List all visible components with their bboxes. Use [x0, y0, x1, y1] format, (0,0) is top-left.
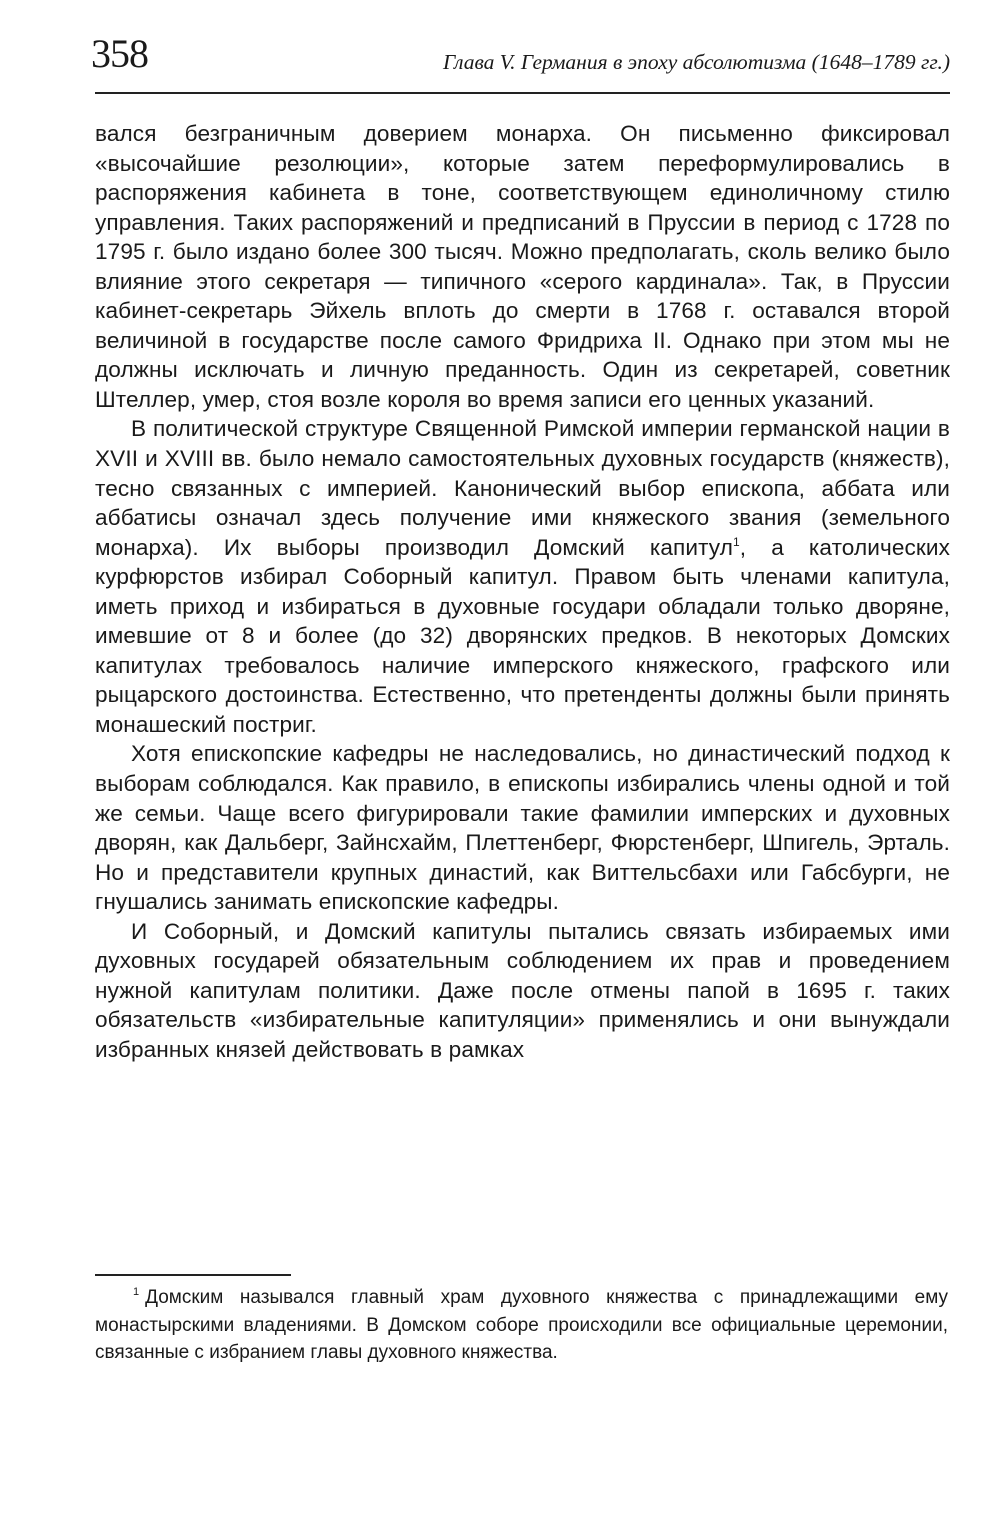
paragraph-4: И Соборный, и Домский капитулы пытались связать избираемых ими духовных государей обязательным соблюдением их прав и проведением нужной капитулам политики. Даже после отмены папой в 1695 г. таких обязательств «избирательные капитуляции» применялись и они вынуждали избранных князей действовать в рамках	[95, 918, 950, 1062]
footnote-reference[interactable]: 1	[732, 534, 740, 549]
paragraph-2	[95, 414, 950, 739]
footnote	[95, 1284, 948, 1367]
footnote-number: 1	[133, 1286, 140, 1298]
footnote-divider	[95, 1274, 291, 1276]
page-header	[91, 30, 950, 94]
paragraph-2-part-1: В политической структуре Священной Римской империи германской нации в XVII и XVIII вв. было немало самостоятельных духовных государств (княжеств), тесно связанных с империей. Канонический выбор епископа, аббата или аббатисы означал здесь получение ими княжеского звания (земельного монарха). Их выборы производил Домский капитул	[95, 416, 950, 560]
paragraph-2-part-2: , а католических курфюрстов избирал Соборный капитул. Правом быть членами капитула, иметь приход и избираться в духовные государи обладали только дворяне, имевшие от 8 и более (до 32) дворянских предков. В некоторых Домских капитулах требовалось наличие имперского княжеского, графского или рыцарского достоинства. Естественно, что претенденты должны были принять монашеский постриг.	[95, 534, 950, 737]
paragraph-1: вался безграничным доверием монарха. Он письменно фиксировал «высочайшие резолюции», которые затем переформулировались в распоряжения кабинета в тоне, соответствующем единоличному стилю управления. Таких распоряжений и предписаний в Пруссии в период с 1728 по 1795 г. было издано более 300 тысяч. Можно предполагать, сколь велико было влияние этого секретаря — типичного «серого кардинала». Так, в Пруссии кабинет-секретарь Эйхель вплоть до смерти в 1768 г. оставался второй величиной в государстве после самого Фридриха II. Однако при этом мы не должны исключать и личную преданность. Один из секретарей, советник Штеллер, умер, стоя возле короля во время записи его ценных указаний.	[95, 121, 950, 412]
footnote-text: Домским назывался главный храм духовного княжества с принадлежащими ему монастырскими владениями. В Домском соборе происходили все официальные церемонии, связанные с избранием главы духовного княжества.	[95, 1287, 948, 1364]
running-head: Глава V. Германия в эпоху абсолютизма (1648–1789 гг.)	[442, 50, 950, 74]
page-number: 358	[91, 31, 148, 76]
paragraph-3: Хотя епископские кафедры не наследовались, но династический подход к выборам соблюдался. Как правило, в епископы избирались члены одной и той же семьи. Чаще всего фигурировали такие фамилии имперских и духовных дворян, как Дальберг, Зайнсхайм, Плеттенберг, Фюрстенберг, Шпигель, Эрталь. Но и представители крупных династий, как Виттельсбахи или Габсбурги, не гнушались занимать епископские кафедры.	[95, 741, 950, 915]
book-page	[91, 30, 950, 1065]
main-text	[95, 119, 950, 1065]
